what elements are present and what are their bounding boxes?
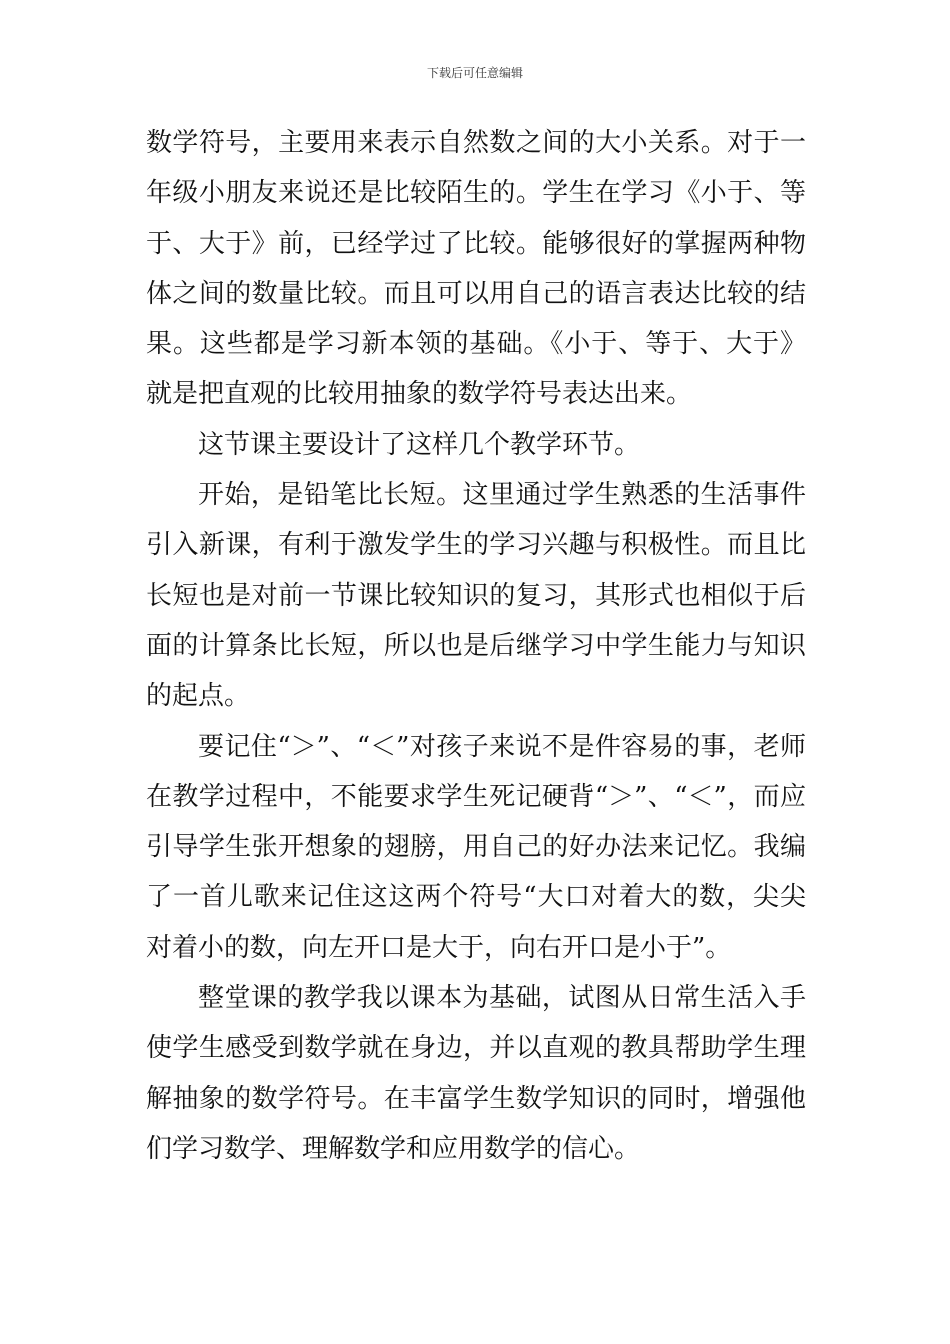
page-header: 下载后可任意编辑 [426,66,523,80]
document-body [146,118,806,1174]
paragraph-2: 这节课主要设计了这样几个教学环节。 [198,429,641,460]
paragraph-5: 整堂课的教学我以课本为基础，试图从日常生活入手使学生感受到数学就在身边，并以直观的教具帮助学生理解抽象的数学符号。在丰富学生数学知识的同时，增强他们学习数学、理解数学和应用数学的信心。 [146,983,806,1164]
paragraph-1: 数学符号，主要用来表示自然数之间的大小关系。对于一年级小朋友来说还是比较陌生的。学生在学习《小于、等于、大于》前，已经学过了比较。能够很好的掌握两种物体之间的数量比较。而且可以用自己的语言表达比较的结果。这些都是学习新本领的基础。《小于、等于、大于》就是把直观的比较用抽象的数学符号表达出来。 [146,128,806,410]
paragraph-3: 开始，是铅笔比长短。这里通过学生熟悉的生活事件引入新课，有利于激发学生的学习兴趣与积极性。而且比长短也是对前一节课比较知识的复习，其形式也相似于后面的计算条比长短，所以也是后继学习中学生能力与知识的起点。 [146,480,806,712]
paragraph-4: 要记住“＞”、“＜”对孩子来说不是件容易的事，老师在教学过程中，不能要求学生死记硬背“＞”、“＜”，而应引导学生张开想象的翅膀，用自己的好办法来记忆。我编了一首儿歌来记住这这两个符号“大口对着大的数，尖尖对着小的数，向左开口是大于，向右开口是小于”。 [146,731,806,963]
